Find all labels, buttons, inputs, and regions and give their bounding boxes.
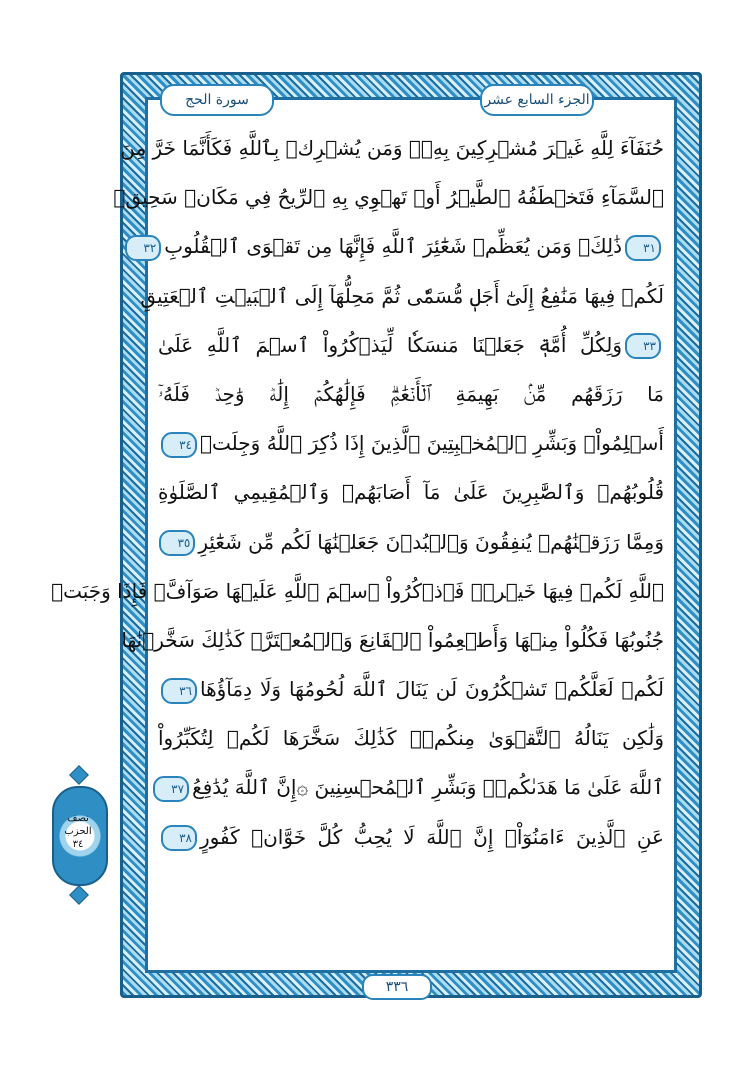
verse-text: لَكُمۡ لَعَلَّكُمۡ تَشۡكُرُونَ لَن يَنَالَ ٱللَّهَ لُحُومُهَا وَلَا دِمَآؤُهَا <box>200 677 664 702</box>
verse-line <box>121 616 664 665</box>
verse-line <box>158 763 664 812</box>
verse-line <box>143 222 664 271</box>
verse-text: لَكُمۡ فِيهَا مَنَٰفِعُ إِلَىٰٓ أَجَلٖ مُّسَمّٗى ثُمَّ مَحِلُّهَآ إِلَى ٱلۡبَيۡتِ ٱلۡعَتِيقِ <box>140 283 664 308</box>
verse-text: قُلُوبُهُمۡ وَٱلصَّٰبِرِينَ عَلَىٰ مَآ أَصَابَهُمۡ وَٱلۡمُقِيمِي ٱلصَّلَوٰةِ <box>158 480 664 505</box>
verse-text: وَمِمَّا رَزَقۡنَٰهُمۡ يُنفِقُونَ وَٱلۡبُدۡنَ جَعَلۡنَٰهَا لَكُم مِّن شَعَٰٓئِرِ <box>198 529 664 554</box>
ayah-number-icon: ٣٢ <box>125 235 161 261</box>
verse-line <box>158 665 664 714</box>
hizb-label-line2: الحزب <box>64 826 92 837</box>
verse-line <box>158 321 664 370</box>
ayah-number-icon: ٣١ <box>625 235 661 261</box>
page-number: ٣٣٦ <box>362 974 432 1000</box>
verse-text: ٱلسَّمَآءِ فَتَخۡطَفُهُ ٱلطَّيۡرُ أَوۡ تَهۡوِي بِهِ ٱلرِّيحُ فِي مَكَانٖ سَحِيقٖ <box>113 185 664 210</box>
verse-line <box>51 567 664 616</box>
verse-line <box>140 272 664 321</box>
hizb-label-line1: نصف <box>67 813 89 824</box>
verse-text: ٱللَّهِ لَكُمۡ فِيهَا خَيۡرٞۖ فَٱذۡكُرُواْ ٱسۡمَ ٱللَّهِ عَلَيۡهَا صَوَآفَّۖ فَإِذَا وَجَبَتۡ <box>51 578 664 603</box>
verse-line <box>113 173 664 222</box>
verse-line <box>158 813 664 862</box>
ayah-number-icon: ٣٣ <box>625 333 661 359</box>
verse-line <box>158 419 664 468</box>
ayah-number-icon: ٣٧ <box>153 776 189 802</box>
verse-text: وَلِكُلِّ أُمَّةٖ جَعَلۡنَا مَنسَكٗا لِّيَذۡكُرُواْ ٱسۡمَ ٱللَّهِ عَلَىٰ <box>158 332 622 357</box>
verse-line <box>158 518 664 567</box>
ayah-number-icon: ٣٤ <box>161 432 197 458</box>
verse-text: وَلَٰكِن يَنَالُهُ ٱلتَّقۡوَىٰ مِنكُمۡۚ كَذَٰلِكَ سَخَّرَهَا لَكُمۡ لِتُكَبِّرُواْ <box>158 726 664 751</box>
verse-line <box>120 124 664 173</box>
verse-text: عَنِ ٱلَّذِينَ ءَامَنُوٓاْۗ إِنَّ ٱللَّهَ لَا يُحِبُّ كُلَّ خَوَّانٖ كَفُورٍ <box>200 824 664 849</box>
verse-line <box>158 714 664 763</box>
ayah-number-icon: ٣٨ <box>161 825 197 851</box>
ornament-top-icon <box>69 765 89 785</box>
surah-title: سورة الحج <box>160 84 274 116</box>
hizb-label <box>56 812 100 851</box>
verse-text: ذَٰلِكَۖ وَمَن يُعَظِّمۡ شَعَٰٓئِرَ ٱللَّهِ فَإِنَّهَا مِن تَقۡوَى ٱلۡقُلُوبِ <box>164 234 622 259</box>
ayah-number-icon: ٣٦ <box>161 678 197 704</box>
verse-text: أَسۡلِمُواْۗ وَبَشِّرِ ٱلۡمُخۡبِتِينَ ٱلَّذِينَ إِذَا ذُكِرَ ٱللَّهُ وَجِلَتۡ <box>200 431 664 456</box>
juz-title: الجزء السابع عشر <box>480 84 594 116</box>
ayah-number-icon: ٣٥ <box>159 530 195 556</box>
ornament-bottom-icon <box>69 885 89 905</box>
verse-text: ٱللَّهَ عَلَىٰ مَا هَدَىٰكُمۡۗ وَبَشِّرِ ٱلۡمُحۡسِنِينَ ۞إِنَّ ٱللَّهَ يُدَٰفِعُ <box>192 775 664 800</box>
verse-text: مَا رَزَقَهُم مِّنۢ بَهِيمَةِ ٱلۡأَنۡعَٰمِۗ فَإِلَٰهُكُمۡ إِلَٰهٞ وَٰحِدٞ فَلَهُۥٓ <box>158 381 664 406</box>
hizb-marker <box>50 760 108 910</box>
verse-text: جُنُوبُهَا فَكُلُواْ مِنۡهَا وَأَطۡعِمُواْ ٱلۡقَانِعَ وَٱلۡمُعۡتَرَّۚ كَذَٰلِكَ سَخَّرۡنَٰهَا <box>121 627 664 652</box>
verse-line <box>158 468 664 517</box>
verse-line <box>158 370 664 419</box>
hizb-label-line3: ٣٤ <box>72 839 84 850</box>
verse-text: حُنَفَآءَ لِلَّهِ غَيۡرَ مُشۡرِكِينَ بِهِۦۚ وَمَن يُشۡرِكۡ بِٱللَّهِ فَكَأَنَّمَا خَرَّ مِنَ <box>120 136 664 160</box>
